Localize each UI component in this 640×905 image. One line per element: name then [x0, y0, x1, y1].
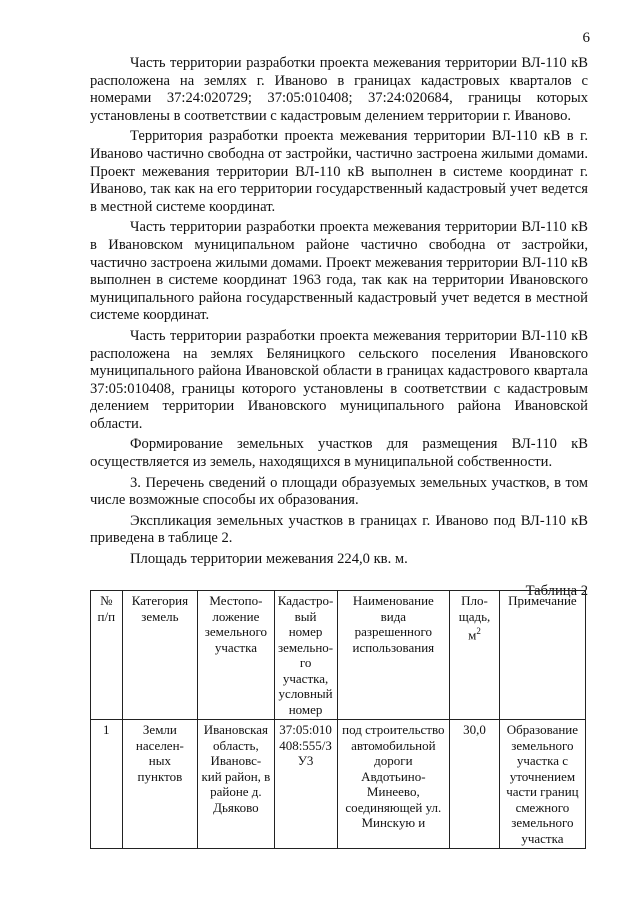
header-location: Местопо-ложение земельного участка: [198, 591, 274, 720]
header-area-text: Пло-щадь, м: [458, 593, 491, 643]
paragraph-7: Экспликация земельных участков в границах г. Иваново под ВЛ-110 кВ приведена в таблице 2.: [90, 512, 588, 547]
paragraph-1: Часть территории разработки проекта межевания территории ВЛ-110 кВ расположена на землях г. Иваново в границах кадастровых кварталов с номерами 37:24:020729; 37:05:010408; 37:24:020684, границы которых установлены в соответствии с кадастровым делением территории г. Иваново.: [90, 55, 588, 124]
paragraph-8: Площадь территории межевания 224,0 кв. м.: [130, 551, 408, 568]
page-number: 6: [582, 30, 590, 46]
header-area-sup: 2: [476, 626, 481, 636]
cell-category: Земли населен-ных пунктов: [122, 720, 198, 849]
paragraph-3: Часть территории разработки проекта межевания территории ВЛ-110 кВ в Ивановском муниципальном районе частично свободна от застройки, частично застроена жилыми домами. Проект межевания территории ВЛ-110 кВ выполнен в системе координат 1963 года, так как на территории Ивановского муниципального района государственный кадастровый учет ведется в местной системе координат.: [90, 219, 588, 324]
table-header-row: [91, 591, 586, 720]
paragraph-2: Территория разработки проекта межевания территории ВЛ-110 кВ в г. Иваново частично свободна от застройки, частично застроена жилыми домами. Проект межевания территории ВЛ-110 кВ выполнен в системе координат г. Иваново, так как на его территории государственный кадастровый учет ведется в местной системе координат.: [90, 128, 588, 215]
paragraph-5: Формирование земельных участков для размещения ВЛ-110 кВ осуществляется из земель, находящихся в муниципальной собственности.: [90, 436, 588, 471]
header-category: Категория земель: [122, 591, 198, 720]
header-usage: Наименование вида разрешенного использования: [337, 591, 450, 720]
cell-cadastral: 37:05:010 408:555/З У3: [274, 720, 337, 849]
cell-area: 30,0: [450, 720, 500, 849]
header-area: [450, 591, 500, 720]
header-num: № п/п: [91, 591, 123, 720]
table-caption: Таблица 2: [525, 582, 588, 599]
header-cadastral: Кадастро-вый номер земельно-го участка, условный номер: [274, 591, 337, 720]
cell-num: 1: [91, 720, 123, 849]
header-note: Примечание: [499, 591, 585, 720]
paragraph-4: Часть территории разработки проекта межевания территории ВЛ-110 кВ расположена на землях Беляницкого сельского поселения Ивановского муниципального района Ивановской области в границах кадастрового квартала 37:05:010408, границы которого установлены в соответствии с кадастровым делением территории Ивановского муниципального района Ивановской области.: [90, 327, 588, 432]
cell-usage: под строительство автомобильной дороги Авдотьино-Минеево, соединяющей ул. Минскую и: [337, 720, 450, 849]
cell-note: Образование земельного участка с уточнением части границ смежного земельного участка: [499, 720, 585, 849]
paragraph-6: 3. Перечень сведений о площади образуемых земельных участков, в том числе возможные способы их образования.: [90, 474, 588, 509]
land-plots-table: [90, 590, 586, 849]
cell-location: Ивановская область, Ивановс-кий район, в районе д. Дьяково: [198, 720, 274, 849]
document-body: [90, 55, 588, 600]
table-row: [91, 720, 586, 849]
